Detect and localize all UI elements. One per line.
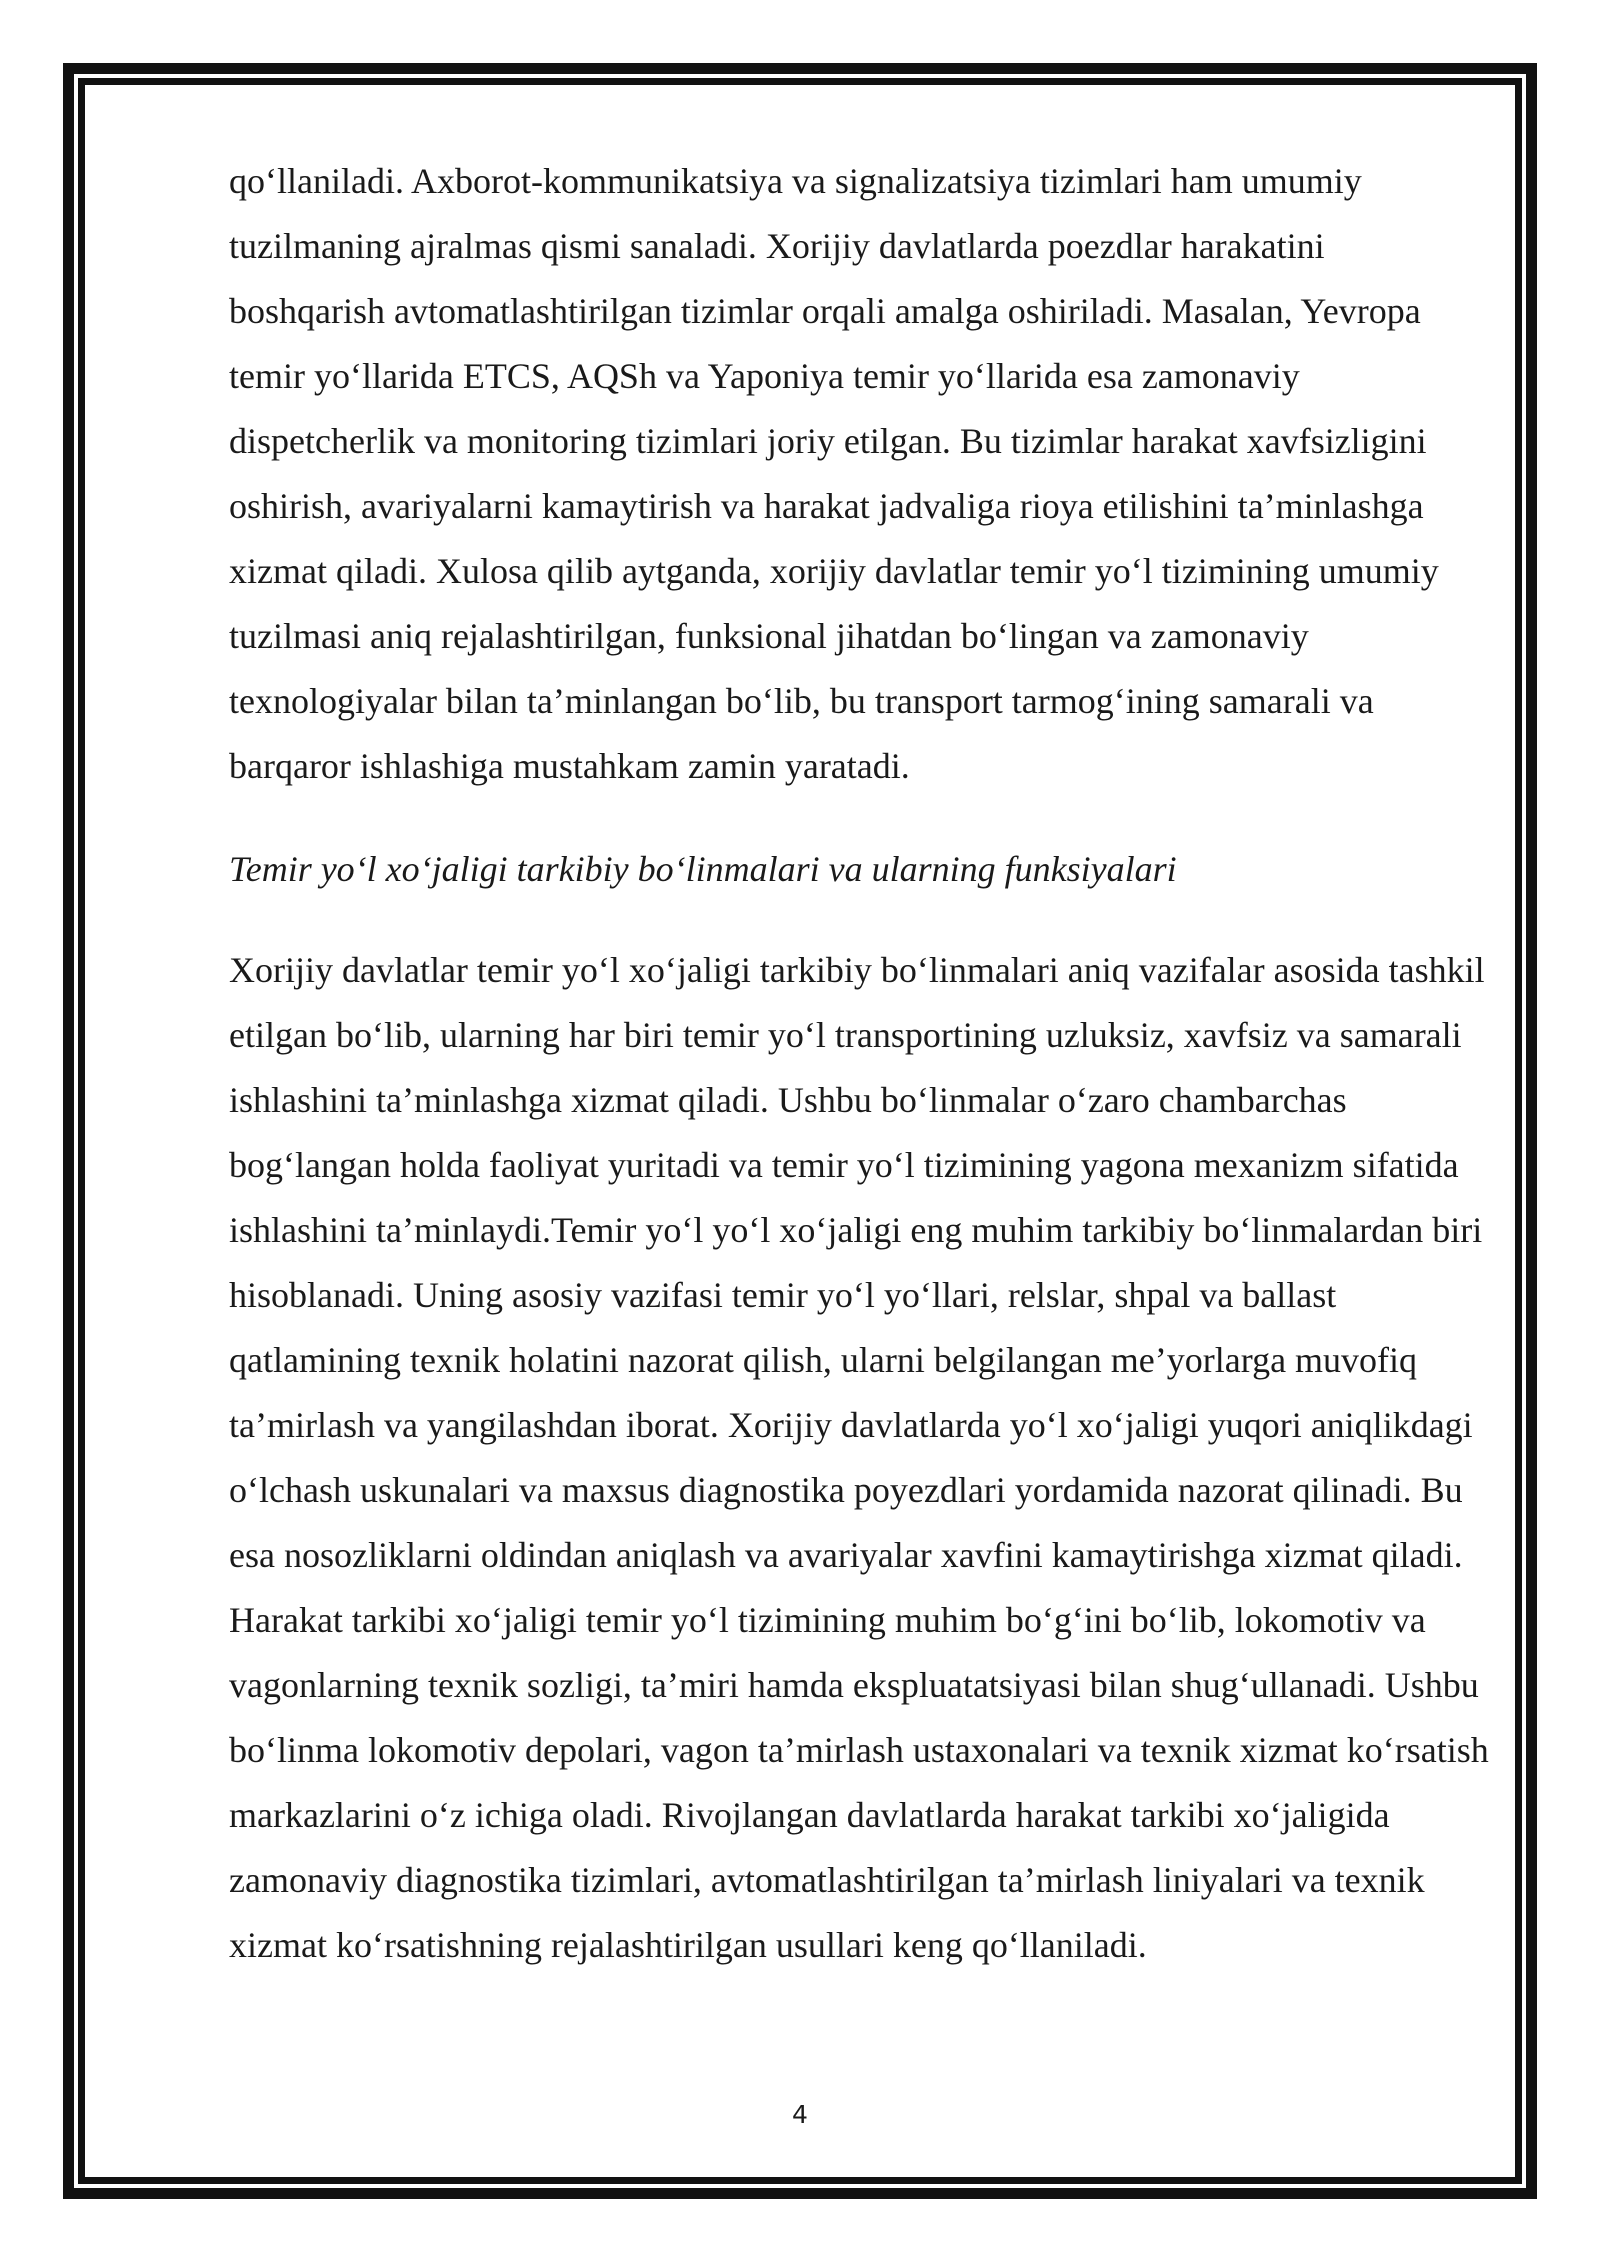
body-paragraph: Xorijiy davlatlar temir yo‘l xo‘jaligi tarkibiy bo‘linmalari aniq vazifalar asosida tashkil etilgan bo‘lib, ularning har biri temir yo‘l transportining uzluksiz, xavfsiz va samarali ishlashini ta’minlashga xizmat qiladi. Ushbu bo‘linmalar o‘zaro chambarchas bog‘langan holda faoliyat yuritadi va temir yo‘l tizimining yagona mexanizm sifatida ishlashini ta’minlaydi.Temir yo‘l yo‘l xo‘jaligi eng muhim tarkibiy bo‘linmalardan biri hisoblanadi. Uning asosiy vazifasi temir yo‘l yo‘llari, relslar, shpal va ballast qatlamining texnik holatini nazorat qilish, ularni belgilangan me’yorlarga muvofiq ta’mirlash va yangilashdan iborat. Xorijiy davlatlarda yo‘l xo‘jaligi yuqori aniqlikdagi o‘lchash uskunalari va maxsus diagnostika poyezdlari yordamida nazorat qilinadi. Bu esa nosozliklarni oldindan aniqlash va avariyalar xavfini kamaytirishga xizmat qiladi. Harakat tarkibi xo‘jaligi temir yo‘l tizimining muhim bo‘g‘ini bo‘lib, lokomotiv va vagonlarning texnik sozligi, ta’miri hamda ekspluatatsiyasi bilan shug‘ullanadi. Ushbu bo‘linma lokomotiv depolari, vagon ta’mirlash ustaxonalari va texnik xizmat ko‘rsatish markazlarini o‘z ichiga oladi. Rivojlangan davlatlarda harakat tarkibi xo‘jaligida zamonaviy diagnostika tizimlari, avtomatlashtirilgan ta’mirlash liniyalari va texnik xizmat ko‘rsatishning rejalashtirilgan usullari keng qo‘llaniladi. bbox=[229, 950, 1489, 1965]
body-paragraph: qo‘llaniladi. Axborot-kommunikatsiya va signalizatsiya tizimlari ham umumiy tuzilmaning ajralmas qismi sanaladi. Xorijiy davlatlarda poezdlar harakatini boshqarish avtomatlashtirilgan tizimlar orqali amalga oshiriladi. Masalan, Yevropa temir yo‘llarida ETCS, AQSh va Yaponiya temir yo‘llarida esa zamonaviy dispetcherlik va monitoring tizimlari joriy etilgan. Bu tizimlar harakat xavfsizligini oshirish, avariyalarni kamaytirish va harakat jadvaliga rioya etilishini ta’minlashga xizmat qiladi. Xulosa qilib aytganda, xorijiy davlatlar temir yo‘l tizimining umumiy tuzilmasi aniq rejalashtirilgan, funksional jihatdan bo‘lingan va zamonaviy texnologiyalar bilan ta’minlangan bo‘lib, bu transport tarmog‘ining samarali va barqaror ishlashiga mustahkam zamin yaratadi. bbox=[229, 161, 1439, 786]
section-heading: Temir yo‘l xo‘jaligi tarkibiy bo‘linmalari va ularning funksiyalari bbox=[229, 849, 1177, 889]
document-body bbox=[229, 149, 1489, 1978]
page-number: 4 bbox=[792, 2100, 808, 2129]
